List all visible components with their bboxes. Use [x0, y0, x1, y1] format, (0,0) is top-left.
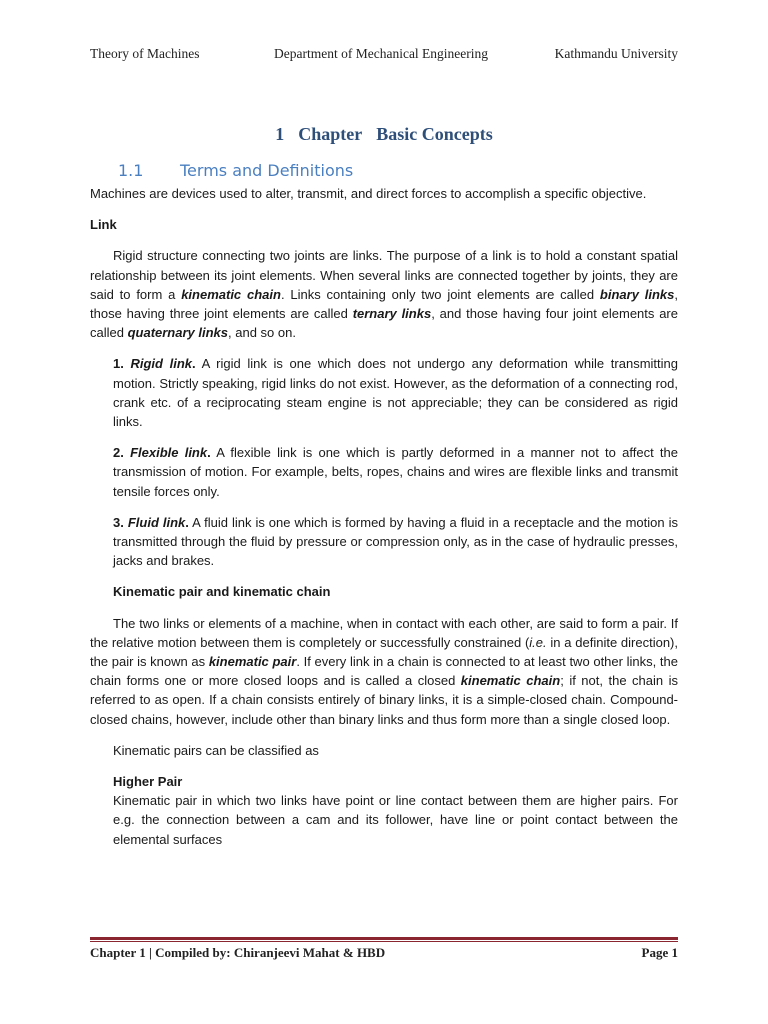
chapter-title: [0, 124, 768, 145]
item-term: Flexible link: [130, 445, 208, 461]
text-run: ; if not, the chain is referred to as open. If a chain consists entirely of binary links, it is a simple-closed chain. Compound-closed chains, however, include other than binary links and thus form more than a single closed loop.: [90, 673, 678, 727]
text-run: Rigid structure connecting two joints are links. The purpose of a link is to hold a constant spatial relationship between its joint elements. When several links are connected together by joints, they are said to form a: [90, 248, 678, 302]
list-item-flexible-link: [113, 443, 678, 501]
chapter-number: 1: [275, 124, 285, 144]
item-text: A rigid link is one which does not undergo any deformation while transmitting motion. Strictly speaking, rigid links do not exist. However, as the deformation of a connecting rod, crank etc. of a reciprocating steam engine is not appreciable; they can be considered as rigid links.: [113, 356, 678, 430]
higher-pair-paragraph: Kinematic pair in which two links have point or line contact between them are higher pairs. For e.g. the connection between a cam and its follower, have line or point contact between the elemental surfaces: [113, 793, 678, 847]
section-name: Terms and Definitions: [180, 161, 354, 180]
header-department: Department of Mechanical Engineering: [274, 46, 489, 61]
emphasis-binary-links: binary links: [599, 286, 675, 302]
item-number: 1.: [113, 356, 124, 372]
kinematic-pair-paragraph: [90, 614, 678, 729]
footer-rule-thick: [90, 937, 678, 940]
emphasis-ie: i.e.: [529, 634, 547, 650]
page-header: [90, 46, 678, 64]
item-text: A flexible link is one which is partly deformed in a manner not to affect the transmission of motion. For example, belts, ropes, chains and wires are flexible links and transmit tensile forces only.: [113, 445, 678, 499]
item-number: 2.: [113, 445, 124, 461]
emphasis-quaternary-links: quaternary links: [127, 325, 229, 341]
emphasis-ternary-links: ternary links: [352, 306, 432, 322]
link-heading: Link: [90, 217, 117, 233]
text-run: . If every link in a chain is connected to at least two other links, the chain forms one or more closed loops and is called a closed: [90, 654, 679, 689]
text-run: . Links containing only two joint elements are called: [280, 286, 600, 302]
item-term-dot: .: [192, 356, 196, 372]
body-text: [90, 184, 678, 849]
item-number: 3.: [113, 514, 124, 530]
footer-credits: Chapter 1 | Compiled by: Chiranjeevi Mahat & HBD: [90, 945, 386, 960]
header-university: Kathmandu University: [554, 46, 678, 61]
header-course: Theory of Machines: [90, 46, 200, 61]
emphasis-kinematic-pair: kinematic pair: [208, 654, 297, 670]
chapter-label: Chapter: [298, 124, 363, 144]
section-number: 1.1: [118, 161, 144, 180]
emphasis-kinematic-chain: kinematic chain: [460, 673, 561, 689]
page-number: Page 1: [641, 945, 678, 960]
text-run: The two links or elements of a machine, when in contact with each other, are said to form a pair. If the relative motion between them is completely or successfully constrained (: [90, 615, 678, 650]
item-term: Fluid link: [127, 514, 186, 530]
kinematic-pair-heading: Kinematic pair and kinematic chain: [113, 584, 331, 600]
footer-rule-thin: [90, 941, 678, 942]
item-text: A fluid link is one which is formed by having a fluid in a receptacle and the motion is transmitted through the fluid by pressure or compression only, as in the case of hydraulic presses, jacks and brakes.: [113, 514, 678, 569]
section-heading: [118, 161, 353, 180]
text-run: , those having three joint elements are called: [90, 286, 678, 322]
emphasis-kinematic-chain: kinematic chain: [181, 286, 281, 302]
text-run: , and so on.: [228, 325, 296, 341]
text-run: , and those having four joint elements are called: [90, 306, 678, 341]
link-paragraph: [90, 246, 678, 342]
classification-intro: Kinematic pairs can be classified as: [113, 742, 319, 758]
list-item-rigid-link: [113, 354, 678, 431]
chapter-name: Basic Concepts: [376, 124, 493, 144]
item-term-dot: .: [185, 514, 189, 530]
list-item-fluid-link: [113, 513, 678, 571]
item-term-dot: .: [207, 445, 211, 461]
text-run: in a definite direction), the pair is known as: [90, 634, 679, 670]
intro-paragraph: Machines are devices used to alter, transmit, and direct forces to accomplish a specific objective.: [90, 186, 647, 201]
higher-pair-heading: Higher Pair: [113, 774, 183, 790]
item-term: Rigid link: [130, 356, 193, 372]
